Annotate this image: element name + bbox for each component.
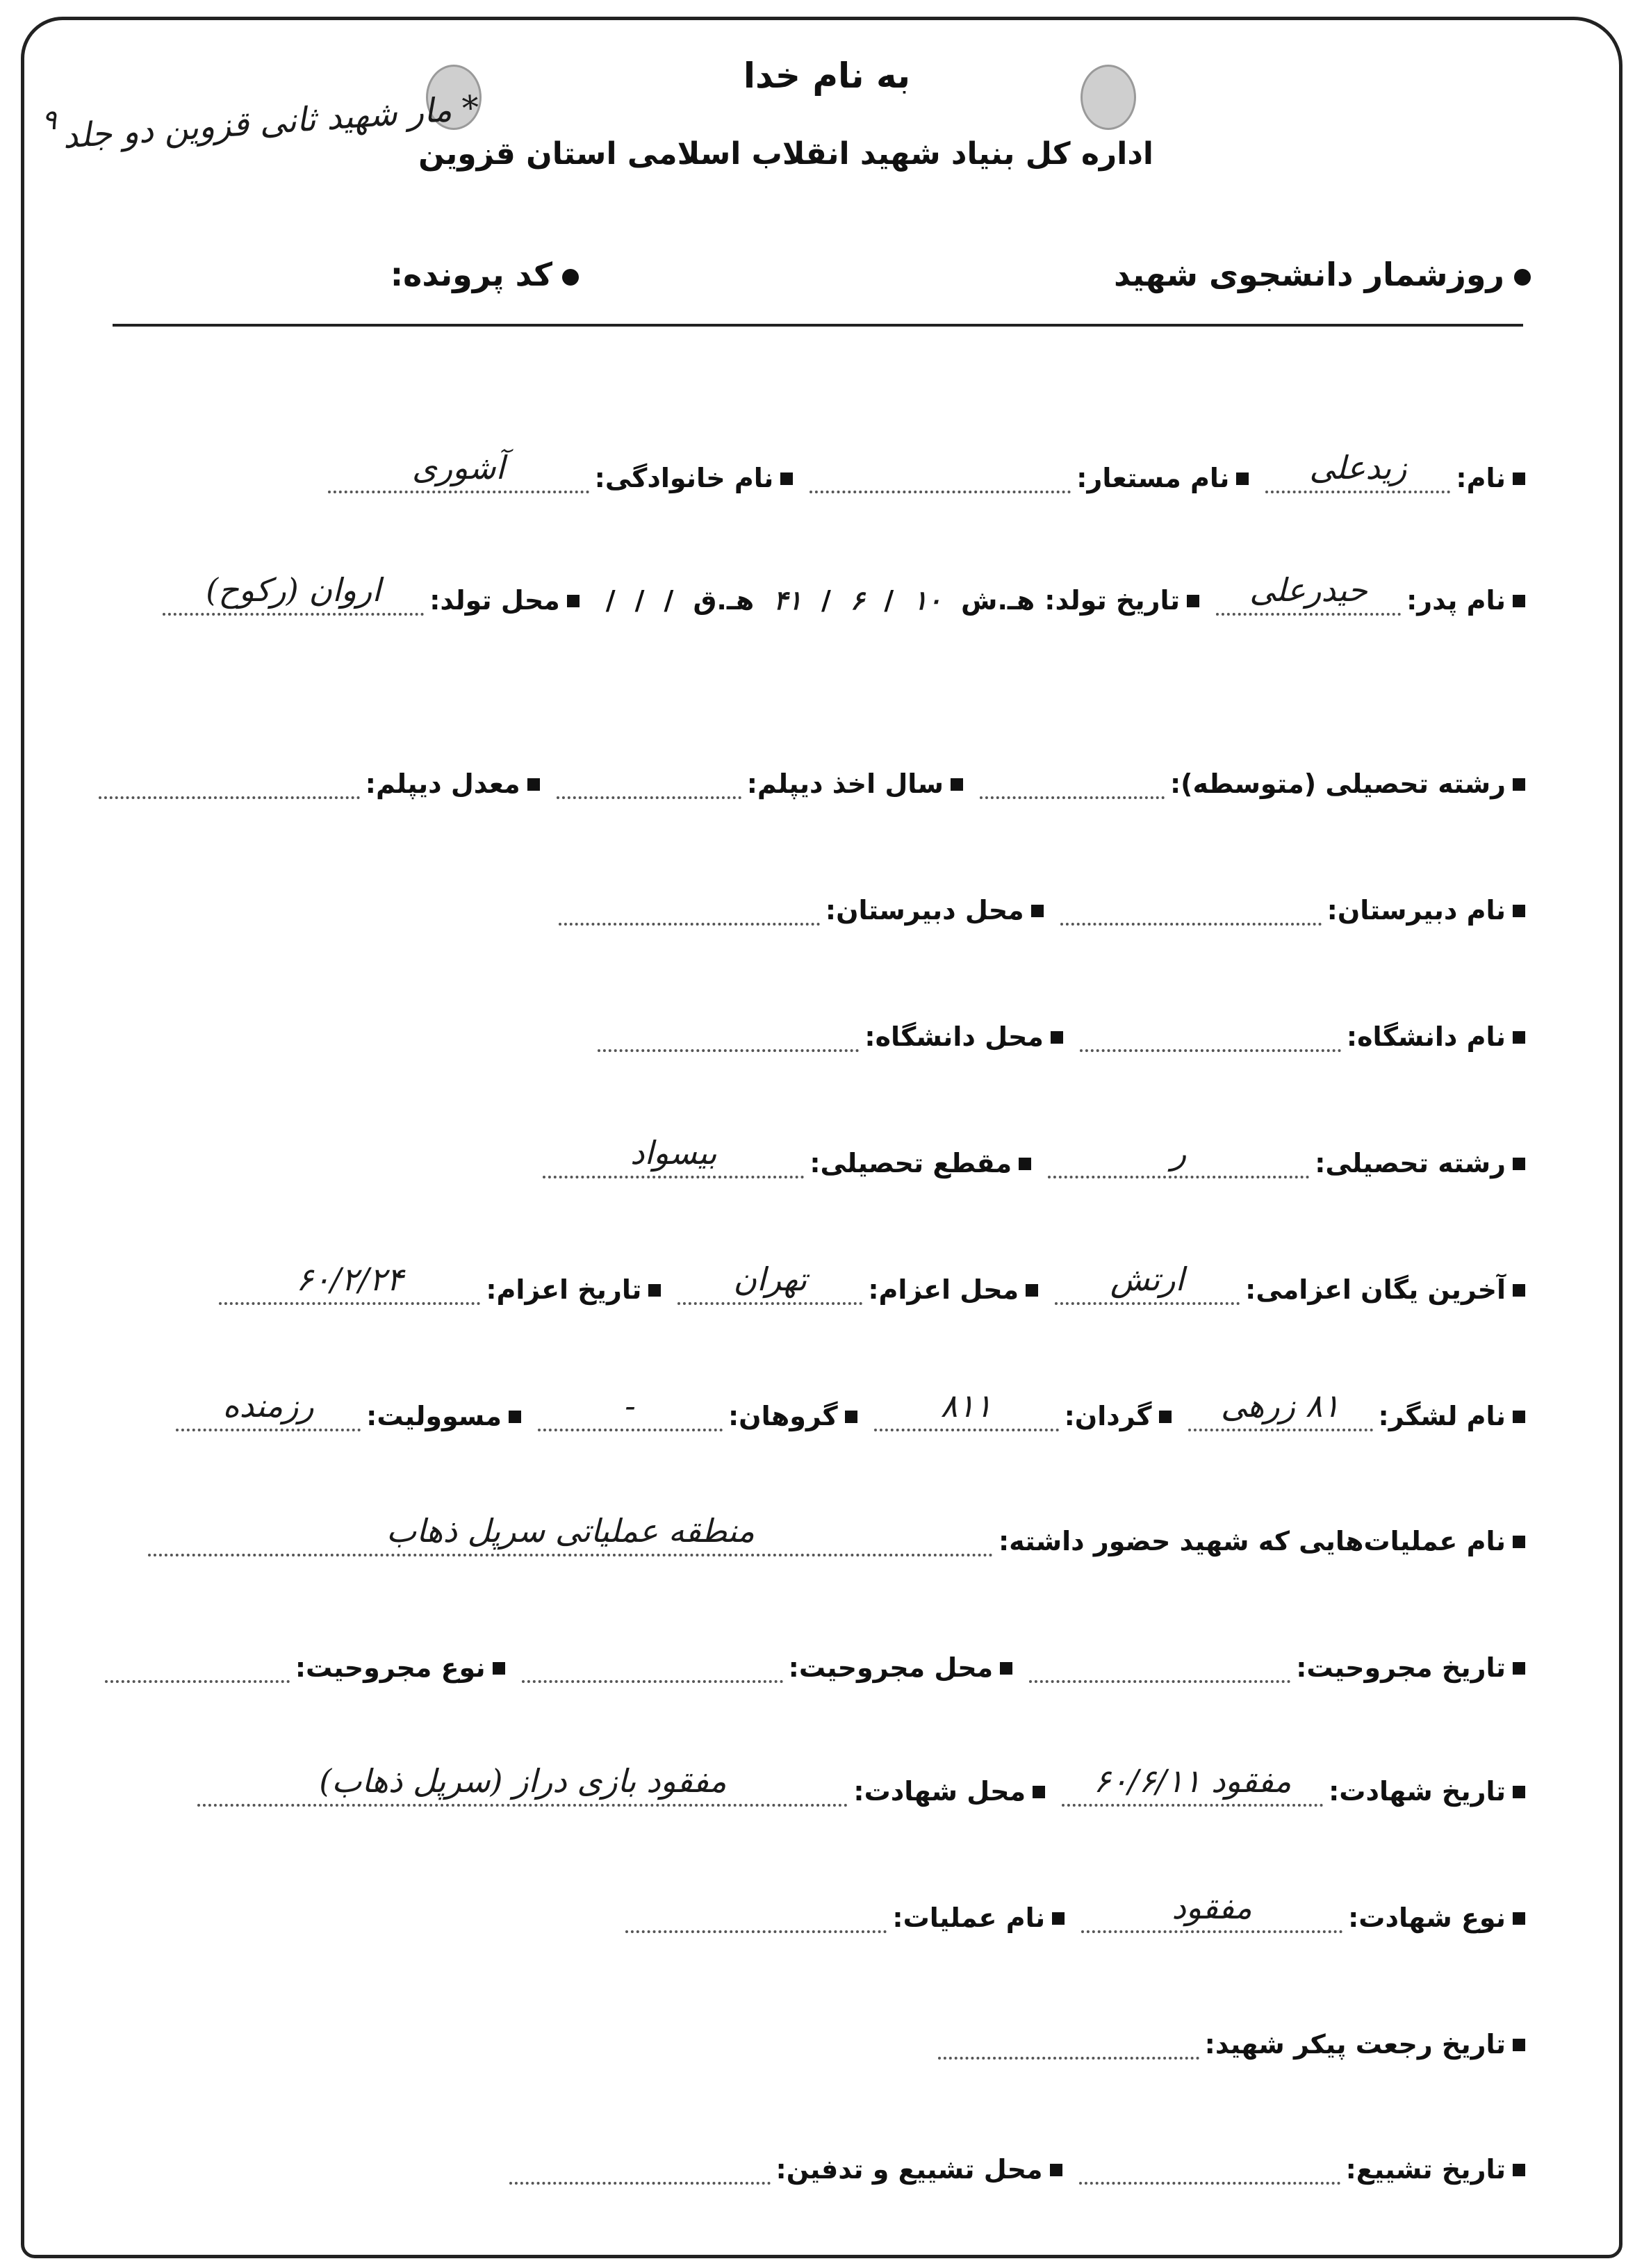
university-name-label: نام دانشگاه:: [1346, 1021, 1506, 1052]
handwritten-note: * مار شهید ثانی قزوین دو جلد: [61, 88, 481, 156]
dispatch-date-value[interactable]: ۶۰/۲/۲۴: [219, 1260, 480, 1305]
square-bullet-icon: [780, 472, 793, 485]
father-name-label: نام پدر:: [1406, 585, 1506, 616]
field-degree: [543, 1134, 1031, 1178]
field-school-place: [559, 881, 1044, 926]
school-name-value[interactable]: [1060, 881, 1322, 926]
section-title: [1114, 256, 1531, 293]
injury-type-value[interactable]: [105, 1638, 290, 1683]
funeral-date-label: تاریخ تشییع:: [1345, 2154, 1506, 2185]
remains-return-date-value[interactable]: [938, 2015, 1199, 2060]
family-name-value[interactable]: آشوری: [328, 449, 589, 493]
diploma-field-label: رشته تحصیلی (متوسطه):: [1169, 769, 1506, 799]
martyrdom-type-label: نوع شهادت:: [1348, 1903, 1506, 1933]
diploma-year-label: سال اخذ دیپلم:: [746, 769, 944, 799]
division-value[interactable]: ۸۱ زرهی: [1188, 1387, 1373, 1431]
diploma-gpa-label: معدل دیپلم:: [365, 769, 520, 799]
birth-place-value[interactable]: اروان (رکوح): [163, 571, 424, 616]
injury-date-value[interactable]: [1029, 1638, 1290, 1683]
birth-place-label: محل تولد:: [429, 585, 560, 616]
father-name-value[interactable]: حیدرعلی: [1216, 571, 1401, 616]
company-value[interactable]: -: [538, 1387, 723, 1431]
field-dispatch-place: [677, 1260, 1038, 1305]
dispatch-date-label: تاریخ اعزام:: [486, 1274, 642, 1305]
martyrdom-type-value[interactable]: مفقود: [1081, 1889, 1342, 1933]
square-bullet-icon: [493, 1662, 505, 1675]
university-place-value[interactable]: [598, 1008, 859, 1052]
square-bullet-icon: [1513, 595, 1525, 607]
school-place-label: محل دبیرستان:: [825, 895, 1024, 926]
field-field-of-study: [1048, 1134, 1525, 1178]
university-place-label: محل دانشگاه:: [864, 1021, 1044, 1052]
birth-date-day[interactable]: ۱۰: [913, 584, 942, 616]
row-martyrdom: [83, 1758, 1525, 1807]
field-injury-type: [105, 1638, 505, 1683]
square-bullet-icon: [567, 595, 580, 607]
header-divider: [113, 324, 1523, 327]
field-dispatch-date: [219, 1260, 661, 1305]
martyrdom-place-value[interactable]: مفقود بازی دراز (سرپل ذهاب): [197, 1762, 848, 1807]
date-separator: /: [605, 585, 616, 616]
field-funeral-date: [1079, 2140, 1525, 2185]
field-birth-place: [163, 571, 580, 616]
field-alias: [810, 449, 1249, 493]
alias-label: نام مستعار:: [1076, 463, 1230, 493]
row-funeral: [111, 2136, 1525, 2185]
operations-label: نام عملیات‌هایی که شهید حضور داشته:: [998, 1526, 1506, 1556]
field-diploma-gpa: [99, 755, 540, 799]
martyrdom-date-value[interactable]: مفقود ۶۰/۶/۱۱: [1062, 1762, 1323, 1807]
field-school-name: [1060, 881, 1525, 926]
field-remains-return-date: [938, 2015, 1525, 2060]
square-bullet-icon: [1159, 1411, 1172, 1423]
section-title-text: روزشمار دانشجوی شهید: [1114, 256, 1504, 293]
degree-value[interactable]: بیسواد: [543, 1134, 804, 1178]
field-martyrdom-date: [1062, 1762, 1525, 1807]
alias-value[interactable]: [810, 449, 1071, 493]
university-name-value[interactable]: [1080, 1008, 1341, 1052]
handwritten-number: ۹: [42, 104, 57, 136]
organization-name: اداره کل بنیاد شهید انقلاب اسلامی استان قزوین: [418, 136, 1153, 172]
square-bullet-icon: [1513, 472, 1525, 485]
row-remains: [111, 2011, 1525, 2060]
punch-hole-right: [1081, 65, 1136, 130]
remains-return-date-label: تاریخ رجعت پیکر شهید:: [1204, 2029, 1506, 2060]
square-bullet-icon: [1513, 1411, 1525, 1423]
school-place-value[interactable]: [559, 881, 820, 926]
square-bullet-icon: [1513, 1786, 1525, 1798]
diploma-gpa-value[interactable]: [99, 755, 360, 799]
funeral-place-value[interactable]: [509, 2140, 771, 2185]
field-operations: [148, 1512, 1525, 1556]
date-separator: /: [884, 585, 894, 616]
funeral-date-value[interactable]: [1079, 2140, 1340, 2185]
field-operation-name: [625, 1889, 1065, 1933]
square-bullet-icon: [1513, 1031, 1525, 1044]
field-responsibility: [176, 1387, 521, 1431]
square-bullet-icon: [648, 1284, 661, 1297]
field-family-name: [328, 449, 794, 493]
dispatch-place-value[interactable]: تهران: [677, 1260, 862, 1305]
square-bullet-icon: [1513, 1662, 1525, 1675]
battalion-label: گردان:: [1064, 1401, 1152, 1431]
diploma-field-value[interactable]: [980, 755, 1165, 799]
row-injury: [111, 1634, 1525, 1683]
square-bullet-icon: [1513, 2164, 1525, 2176]
field-university-name: [1080, 1008, 1525, 1052]
degree-label: مقطع تحصیلی:: [810, 1148, 1012, 1178]
battalion-value[interactable]: ۸۱۱: [874, 1387, 1059, 1431]
square-bullet-icon: [1513, 2039, 1525, 2051]
square-bullet-icon: [1000, 1662, 1012, 1675]
square-bullet-icon: [1033, 1786, 1045, 1798]
date-separator: /: [634, 585, 645, 616]
birth-date-label: تاریخ تولد:: [1044, 585, 1181, 616]
header-title: به نام خدا: [743, 56, 911, 96]
row-operations: [111, 1508, 1525, 1556]
square-bullet-icon: [1236, 472, 1249, 485]
field-of-study-value[interactable]: ر: [1048, 1134, 1309, 1178]
field-battalion: [874, 1387, 1172, 1431]
operation-name-value[interactable]: [625, 1889, 887, 1933]
bullet-icon: [1514, 269, 1531, 286]
row-martyrdom-type: [111, 1884, 1525, 1933]
birth-date-year[interactable]: ۴۱: [773, 584, 803, 616]
bullet-icon: [562, 269, 579, 286]
diploma-year-value[interactable]: [557, 755, 741, 799]
field-company: [538, 1387, 857, 1431]
field-diploma-year: [557, 755, 963, 799]
operation-name-label: نام عملیات:: [892, 1903, 1046, 1933]
row-study: [111, 1130, 1525, 1178]
square-bullet-icon: [1513, 905, 1525, 917]
square-bullet-icon: [1051, 1031, 1063, 1044]
square-bullet-icon: [1513, 1912, 1525, 1925]
operations-value[interactable]: منطقه عملیاتی سرپل ذهاب: [148, 1512, 993, 1556]
square-bullet-icon: [845, 1411, 857, 1423]
dispatch-place-label: محل اعزام:: [868, 1274, 1019, 1305]
birth-date-hs: هـ.ش: [961, 585, 1035, 616]
family-name-label: نام خانوادگی:: [594, 463, 774, 493]
field-martyrdom-place: [197, 1762, 1045, 1807]
last-unit-value[interactable]: ارتش: [1055, 1260, 1240, 1305]
birth-date-month[interactable]: ۶: [850, 584, 865, 616]
square-bullet-icon: [1019, 1158, 1031, 1170]
field-injury-place: [522, 1638, 1013, 1683]
row-names: [111, 445, 1525, 493]
square-bullet-icon: [1187, 595, 1199, 607]
row-university: [111, 1003, 1525, 1052]
field-last-unit: [1055, 1260, 1525, 1305]
square-bullet-icon: [1513, 1158, 1525, 1170]
first-name-value[interactable]: زیدعلی: [1265, 449, 1450, 493]
birth-date-hq: هـ.ق: [693, 585, 755, 616]
square-bullet-icon: [1050, 2164, 1062, 2176]
responsibility-label: مسوولیت:: [366, 1401, 502, 1431]
injury-type-label: نوع مجروحیت:: [295, 1652, 486, 1683]
file-code-label: کد پرونده:: [390, 256, 552, 293]
field-division: [1188, 1387, 1526, 1431]
square-bullet-icon: [951, 778, 963, 791]
last-unit-label: آخرین یگان اعزامی:: [1245, 1274, 1506, 1305]
field-first-name: [1265, 449, 1525, 493]
square-bullet-icon: [1513, 1536, 1525, 1548]
field-martyrdom-type: [1081, 1889, 1525, 1933]
division-label: نام لشگر:: [1378, 1401, 1506, 1431]
field-of-study-label: رشته تحصیلی:: [1315, 1148, 1506, 1178]
field-injury-date: [1029, 1638, 1525, 1683]
row-birth: [28, 567, 1525, 616]
row-school: [111, 877, 1525, 926]
martyrdom-date-label: تاریخ شهادت:: [1329, 1776, 1506, 1807]
file-code: [391, 256, 579, 293]
funeral-place-label: محل تشییع و تدفین:: [775, 2154, 1043, 2185]
field-father-name: [1216, 571, 1525, 616]
square-bullet-icon: [1026, 1284, 1038, 1297]
injury-place-value[interactable]: [522, 1638, 783, 1683]
square-bullet-icon: [1513, 1284, 1525, 1297]
square-bullet-icon: [527, 778, 540, 791]
first-name-label: نام:: [1456, 463, 1506, 493]
martyrdom-place-label: محل شهادت:: [853, 1776, 1026, 1807]
square-bullet-icon: [1513, 778, 1525, 791]
school-name-label: نام دبیرستان:: [1326, 895, 1506, 926]
injury-date-label: تاریخ مجروحیت:: [1296, 1652, 1506, 1683]
injury-place-label: محل مجروحیت:: [788, 1652, 994, 1683]
row-diploma: [111, 750, 1525, 799]
row-units: [111, 1383, 1525, 1431]
square-bullet-icon: [1031, 905, 1044, 917]
date-separator: /: [821, 585, 831, 616]
date-separator: /: [664, 585, 674, 616]
square-bullet-icon: [1052, 1912, 1065, 1925]
field-funeral-place: [509, 2140, 1062, 2185]
row-dispatch: [111, 1256, 1525, 1305]
field-birth-date: [596, 584, 1199, 616]
square-bullet-icon: [509, 1411, 521, 1423]
responsibility-value[interactable]: رزمنده: [176, 1387, 361, 1431]
company-label: گروهان:: [728, 1401, 838, 1431]
field-diploma-field: [980, 755, 1525, 799]
field-university-place: [598, 1008, 1063, 1052]
